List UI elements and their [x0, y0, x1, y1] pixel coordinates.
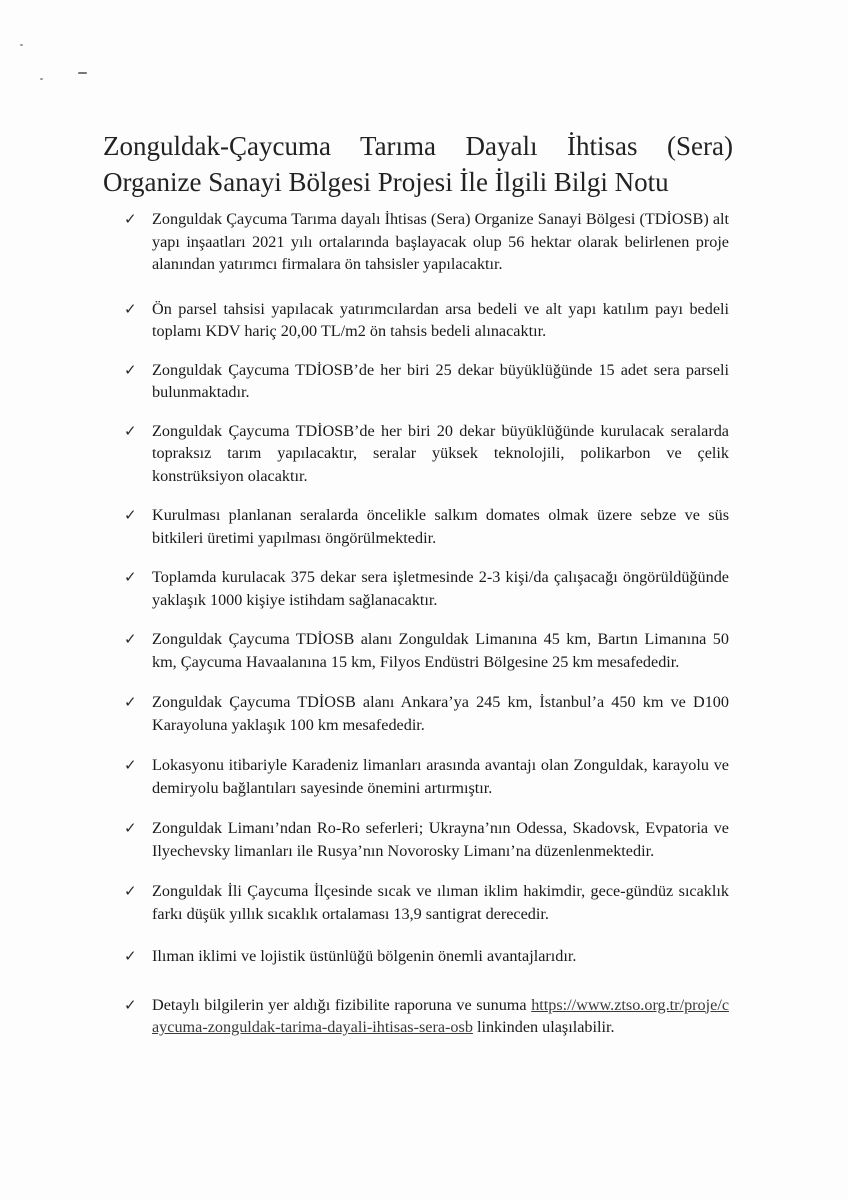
check-icon: ✓ — [124, 568, 137, 586]
list-item — [124, 754, 729, 799]
bullet-text: Zonguldak Limanı’ndan Ro-Ro seferleri; Ukrayna’nın Odessa, Skadovsk, Evpatoria ve Ilyechevsky limanları ile Rusya’nın Novorosky Limanı’na düzenlenmektedir. — [152, 819, 729, 860]
check-icon: ✓ — [124, 630, 137, 648]
bullet-text: Zonguldak Çaycuma TDİOSB’de her biri 25 dekar büyüklüğünde 15 adet sera parseli bulunmaktadır. — [152, 360, 729, 401]
bullet-text: Zonguldak Çaycuma Tarıma dayalı İhtisas (Sera) Organize Sanayi Bölgesi (TDİOSB) alt yapı inşaatları 2021 yılı ortalarında başlayacak olup 56 hektar olarak belirlenen proje alanından yatırımcı firmalara ön tahsisler yapılacaktır. — [152, 210, 729, 273]
check-icon: ✓ — [124, 882, 137, 900]
bullet-text: Kurulması planlanan seralarda öncelikle salkım domates olmak üzere sebze ve süs bitkileri üretimi yapılması öngörülmektedir. — [152, 506, 729, 547]
check-icon: ✓ — [124, 995, 137, 1014]
check-icon: ✓ — [124, 947, 137, 965]
list-item — [124, 880, 729, 925]
check-icon: ✓ — [124, 819, 137, 837]
list-item — [124, 691, 729, 736]
check-icon: ✓ — [124, 506, 137, 524]
list-item — [124, 298, 729, 343]
document-title — [103, 128, 733, 200]
check-icon: ✓ — [124, 421, 137, 440]
check-icon: ✓ — [124, 756, 137, 774]
check-icon: ✓ — [124, 693, 137, 711]
bullet-text: Ön parsel tahsisi yapılacak yatırımcılardan arsa bedeli ve alt yapı katılım payı bedeli toplamı KDV hariç 20,00 TL/m2 ön tahsis bedeli alınacaktır. — [152, 299, 729, 340]
list-item — [124, 504, 729, 549]
bullet-text: Toplamda kurulacak 375 dekar sera işletmesinde 2-3 kişi/da çalışacağı öngörüldüğünde yaklaşık 1000 kişiye istihdam sağlanacaktır. — [152, 568, 729, 609]
check-icon: ✓ — [124, 299, 137, 318]
scan-mark — [78, 72, 87, 74]
bullet-text-end: linkinden ulaşılabilir. — [472, 1018, 615, 1036]
bullet-text: Detaylı bilgilerin yer aldığı fizibilite raporuna ve sunuma — [152, 995, 527, 1014]
scan-mark — [40, 78, 43, 80]
check-icon: ✓ — [124, 360, 137, 379]
title-line-1: Zonguldak-Çaycuma Tarıma Dayalı İhtisas (Sera) — [103, 131, 733, 161]
title-line-2: Organize Sanayi Bölgesi Projesi İle İlgili Bilgi Notu — [103, 167, 669, 197]
list-item — [124, 566, 729, 611]
bullet-text: Ilıman iklimi ve lojistik üstünlüğü bölgenin önemli avantajlarıdır. — [152, 947, 577, 965]
list-item — [124, 994, 729, 1039]
list-item — [124, 208, 729, 276]
list-item — [124, 420, 729, 488]
bullet-text: Zonguldak Çaycuma TDİOSB’de her biri 20 dekar büyüklüğünde kurulacak seralarda topraksız tarım yapılacaktır, seralar yüksek teknolojili, polikarbon ve çelik konstrüksiyon olacaktır. — [152, 421, 729, 485]
fizibilite-link[interactable]: https://www.ztso.org.tr/proje/caycuma-zonguldak-tarima-dayali-ihtisas-sera-osb — [152, 995, 730, 1036]
list-item — [124, 945, 729, 968]
list-item — [124, 359, 729, 404]
scan-mark — [20, 44, 23, 46]
bullet-text: Lokasyonu itibariyle Karadeniz limanları arasında avantajı olan Zonguldak, karayolu ve demiryolu bağlantıları sayesinde önemini artırmıştır. — [152, 756, 729, 797]
bullet-text: Zonguldak İli Çaycuma İlçesinde sıcak ve ılıman iklim hakimdir, gece-gündüz sıcaklık farkı düşük yıllık sıcaklık ortalaması 13,9 santigrat derecedir. — [152, 882, 729, 923]
bullet-text: Zonguldak Çaycuma TDİOSB alanı Ankara’ya 245 km, İstanbul’a 450 km ve D100 Karayoluna yaklaşık 100 km mesafededir. — [152, 693, 729, 734]
check-icon: ✓ — [124, 210, 137, 228]
bullet-text: Zonguldak Çaycuma TDİOSB alanı Zonguldak Limanına 45 km, Bartın Limanına 50 km, Çaycuma Havaalanına 15 km, Filyos Endüstri Bölgesine 25 km mesafededir. — [152, 630, 729, 671]
list-item — [124, 628, 729, 673]
info-bullet-list — [124, 208, 729, 1039]
list-item — [124, 817, 729, 862]
